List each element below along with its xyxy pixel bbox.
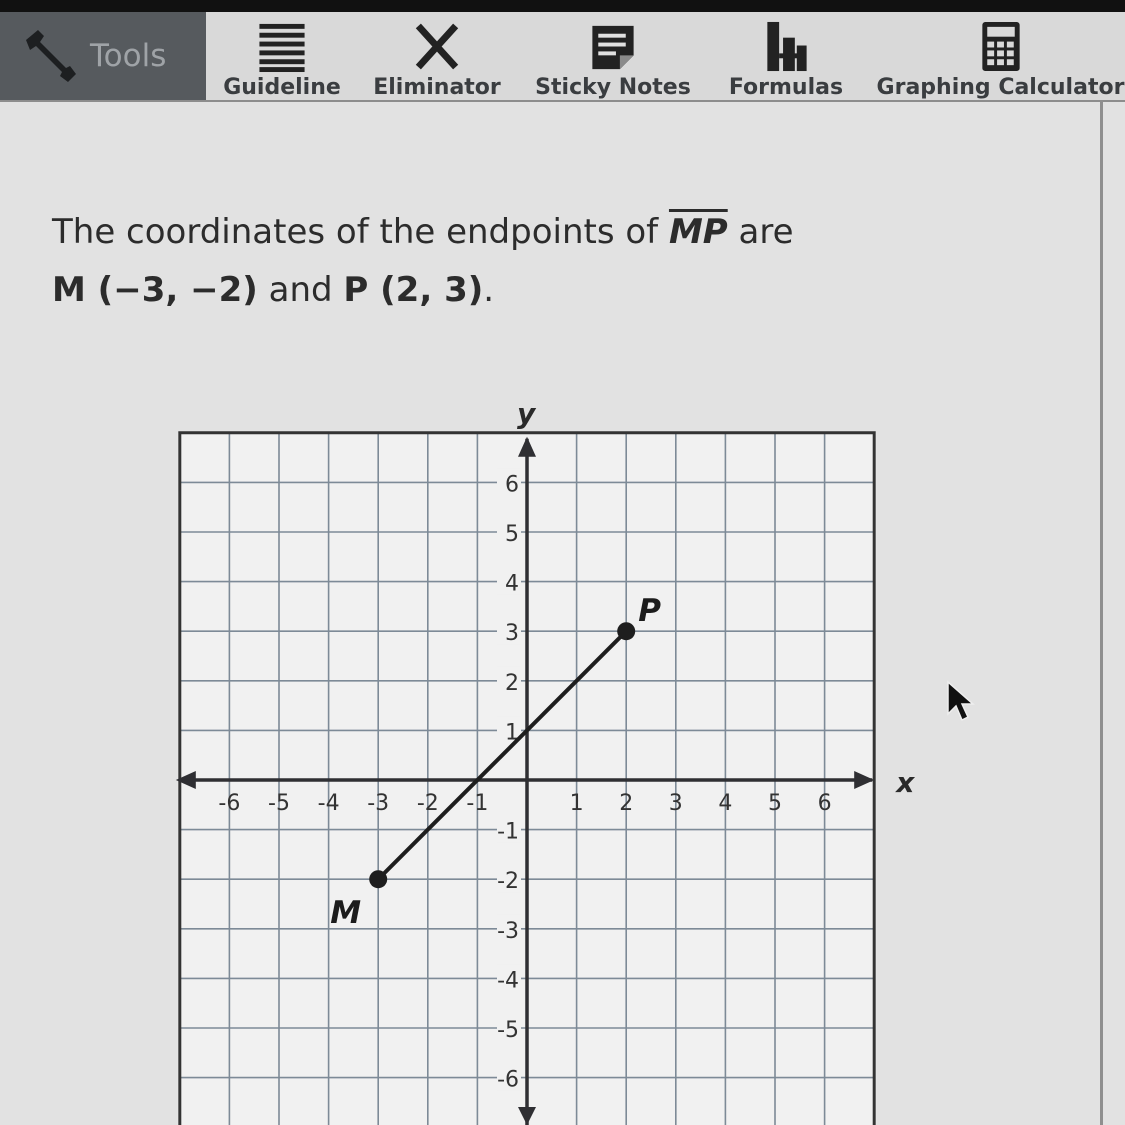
y-tick-label: -4	[497, 968, 519, 994]
x-tick-label: -6	[218, 791, 241, 816]
graphing-calculator-label: Graphing Calculator	[876, 75, 1125, 100]
question-text	[52, 203, 794, 319]
y-tick-label: -2	[497, 869, 519, 895]
formulas-label: Formulas	[728, 75, 844, 100]
y-tick-label: 5	[505, 522, 519, 547]
sticky-notes-button[interactable]	[534, 12, 692, 100]
point-p-label: P	[638, 593, 661, 630]
graphing-calculator-button[interactable]	[876, 12, 1125, 100]
x-tick-label: -5	[268, 791, 290, 816]
y-tick-label: -6	[497, 1067, 519, 1093]
y-tick-label: 1	[505, 720, 519, 746]
formulas-icon	[761, 20, 811, 73]
guideline-label: Guideline	[223, 75, 341, 100]
x-tick-label: -4	[317, 791, 340, 816]
x-tick-label: 5	[768, 791, 782, 816]
y-axis-label: y	[517, 396, 536, 430]
x-tick-label: -3	[367, 791, 390, 816]
question-and: and	[257, 270, 344, 310]
point-p	[617, 622, 635, 640]
formulas-button[interactable]	[724, 12, 848, 100]
tools-button[interactable]	[0, 12, 206, 100]
y-tick-label: 3	[505, 621, 519, 647]
sticky-notes-icon	[588, 20, 638, 73]
x-tick-label: 2	[619, 791, 634, 816]
coordinate-graph	[0, 395, 1125, 1125]
question-line-2	[52, 261, 794, 319]
question-suffix: are	[727, 212, 794, 252]
x-tick-label: 6	[817, 791, 832, 816]
mouse-cursor-icon	[946, 680, 978, 724]
x-tick-label: -2	[416, 791, 439, 816]
tools-label: Tools	[90, 38, 167, 74]
x-tick-label: 1	[569, 791, 584, 816]
question-line-1	[52, 203, 794, 261]
point-p-coordinates: P (2, 3)	[343, 270, 484, 310]
x-tick-label: -1	[466, 791, 489, 816]
question-period: .	[483, 270, 495, 310]
toolbar	[0, 12, 1125, 102]
window-top-edge	[0, 0, 1125, 12]
x-tick-label: 3	[668, 791, 683, 816]
x-axis-label: x	[896, 766, 915, 799]
y-tick-label: 6	[505, 472, 519, 498]
guideline-icon	[257, 20, 307, 73]
y-tick-label: -1	[497, 819, 519, 845]
eliminator-button[interactable]	[372, 12, 502, 100]
segment-label: $\overline{MP}$	[668, 212, 728, 252]
sticky-notes-label: Sticky Notes	[535, 75, 691, 100]
point-m	[369, 870, 387, 888]
x-tick-label: 4	[718, 791, 733, 816]
guideline-button[interactable]	[224, 12, 340, 100]
graphing-calculator-icon	[976, 20, 1026, 73]
y-tick-label: -5	[497, 1018, 519, 1043]
y-tick-label: 2	[505, 670, 519, 696]
y-tick-label: -3	[497, 918, 519, 944]
eliminator-icon	[412, 20, 462, 73]
eliminator-label: Eliminator	[373, 75, 501, 100]
wrench-icon	[18, 26, 78, 86]
question-prefix: The coordinates of the endpoints of	[52, 212, 669, 252]
point-m-label: M	[330, 895, 362, 932]
point-m-coordinates: M (−3, −2)	[52, 270, 258, 310]
y-tick-label: 4	[505, 571, 519, 597]
